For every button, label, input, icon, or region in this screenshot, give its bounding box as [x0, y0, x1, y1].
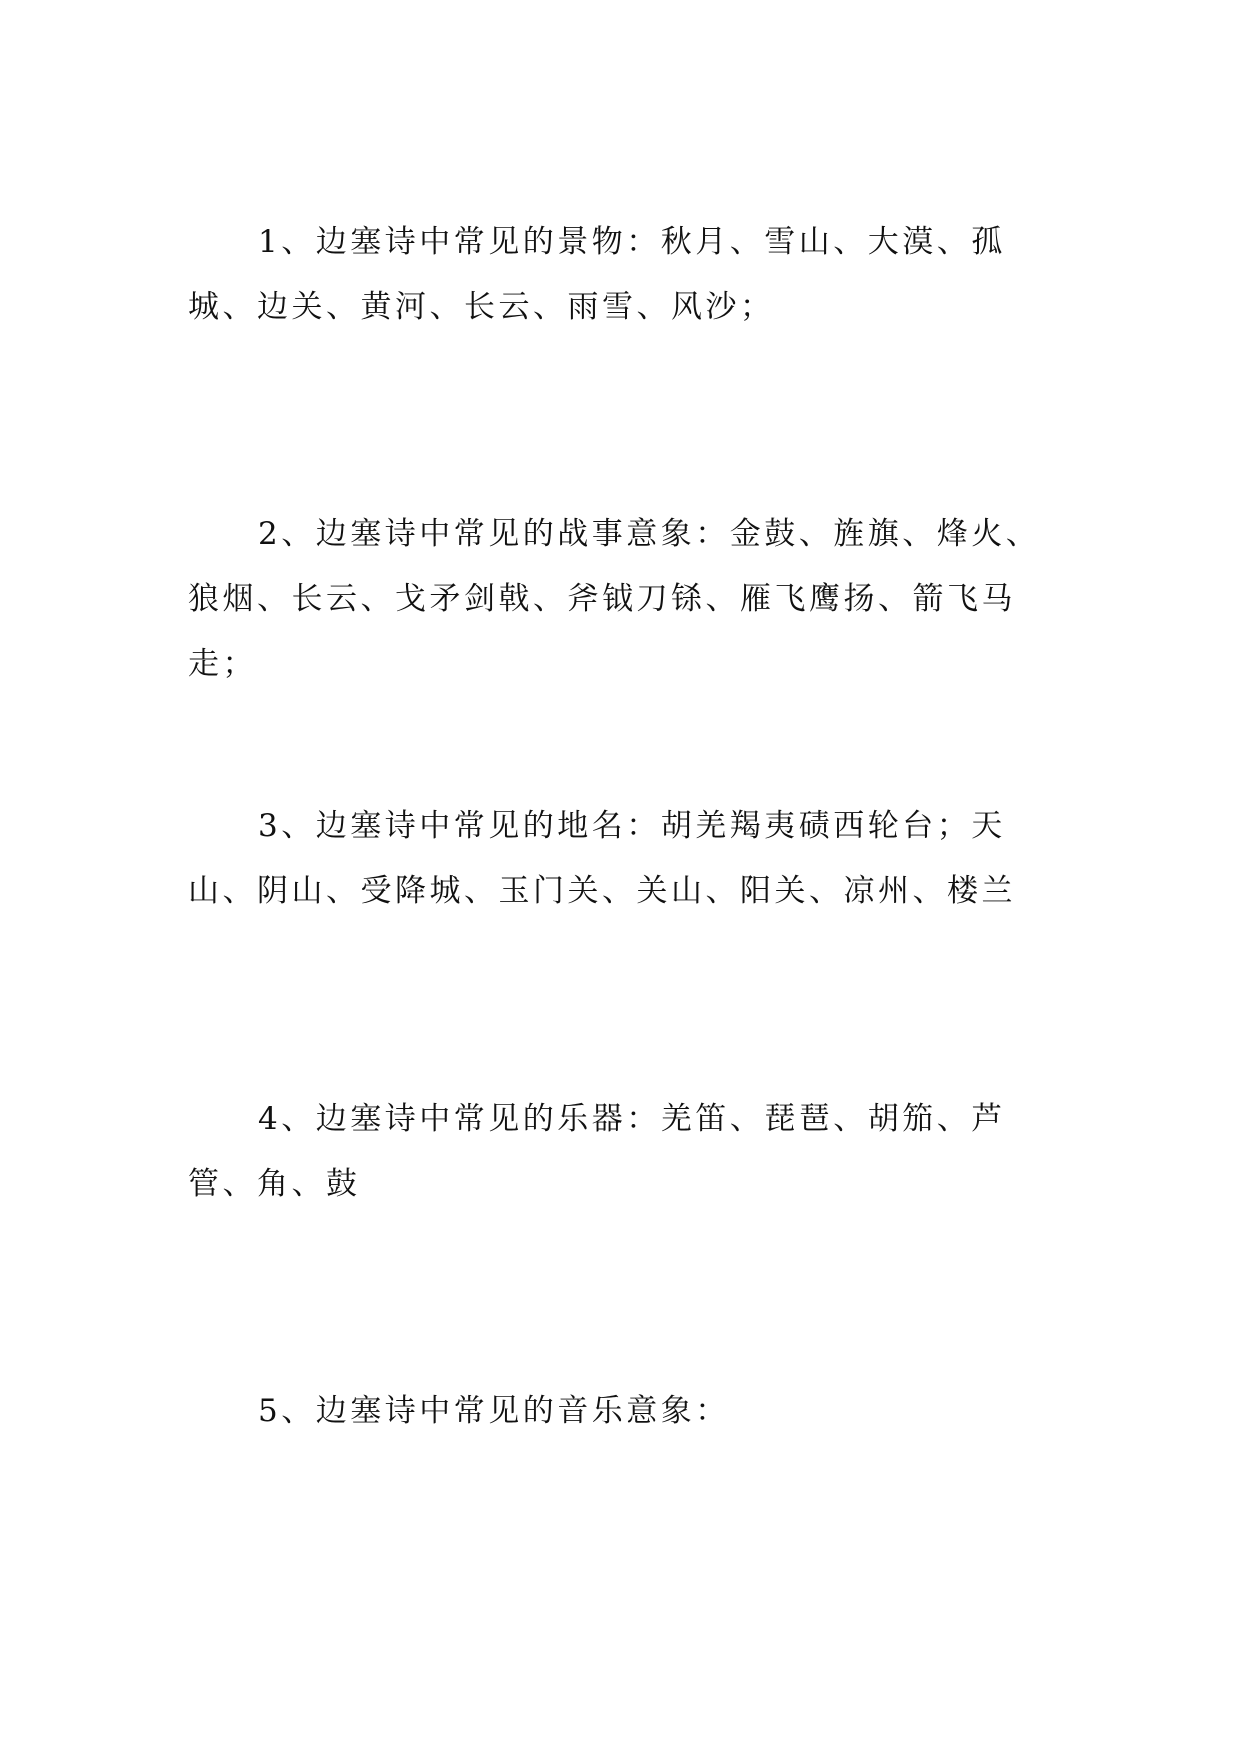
paragraph-music-imagery: 5、边塞诗中常见的音乐意象： — [258, 1393, 730, 1429]
paragraph-place-names: 3、边塞诗中常见的地名：胡羌羯夷碛西轮台；天山、阴山、受降城、玉门关、关山、阳关、凉州、楼兰 — [188, 808, 1016, 909]
paragraph-scenery: 1、边塞诗中常见的景物：秋月、雪山、大漠、孤城、边关、黄河、长云、雨雪、风沙； — [188, 224, 1006, 325]
paragraph-war-imagery: 2、边塞诗中常见的战事意象：金鼓、旌旗、烽火、狼烟、长云、戈矛剑戟、斧钺刀铩、雁飞鹰扬、箭飞马走； — [188, 516, 1041, 682]
paragraph-instruments: 4、边塞诗中常见的乐器：羌笛、琵琶、胡笳、芦管、角、鼓 — [188, 1101, 1006, 1202]
